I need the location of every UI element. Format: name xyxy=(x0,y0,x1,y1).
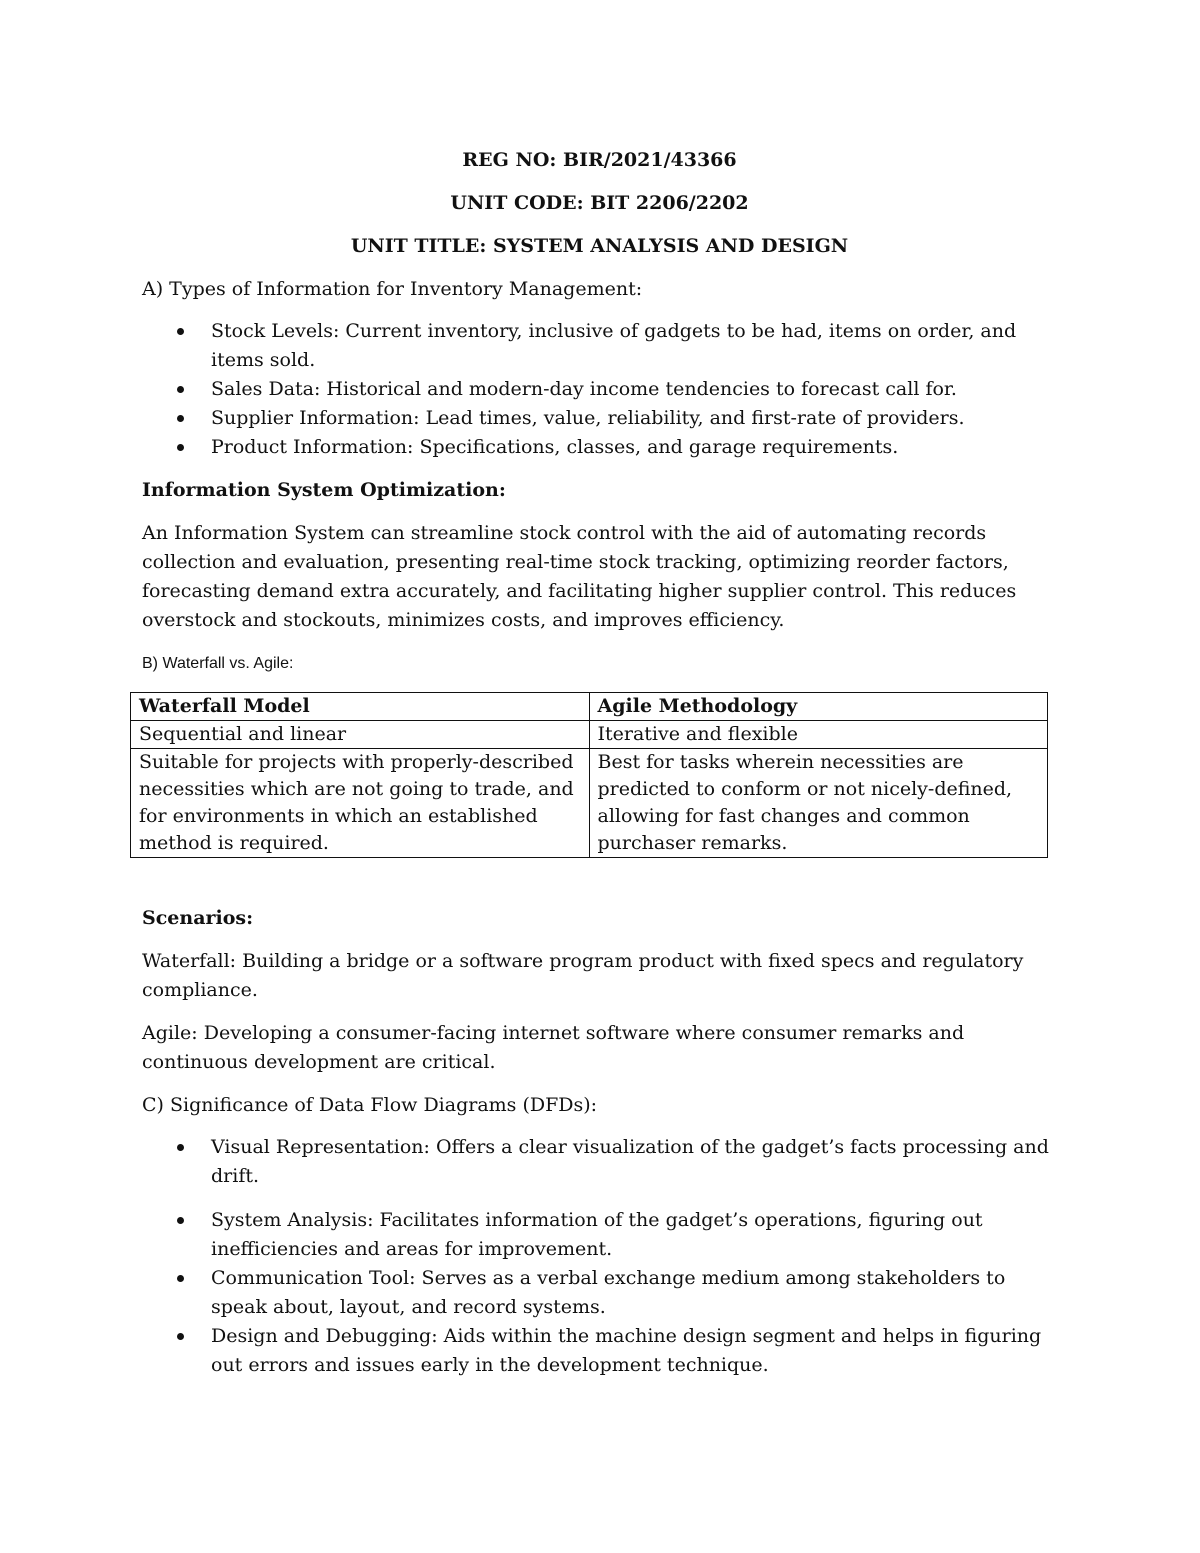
list-item: System Analysis: Facilitates information of the gadget’s operations, figuring out inefficiencies and areas for improvement. xyxy=(142,1206,1057,1264)
table-cell: Suitable for projects with properly-described necessities which are not going to trade, and for environments in which an established method is required. xyxy=(131,749,590,858)
unit-code: UNIT CODE: BIT 2206/2202 xyxy=(450,192,749,214)
optimization-heading: Information System Optimization: xyxy=(142,479,506,501)
list-item: Stock Levels: Current inventory, inclusive of gadgets to be had, items on order, and items sold. xyxy=(142,317,1057,375)
table-cell: Sequential and linear xyxy=(131,721,590,749)
section-c-list xyxy=(142,1133,1057,1380)
section-a-list xyxy=(142,317,1057,462)
section-c-title: C) Significance of Data Flow Diagrams (DFDs): xyxy=(142,1094,598,1116)
comparison-table xyxy=(130,692,1048,858)
list-item: Communication Tool: Serves as a verbal exchange medium among stakeholders to speak about, layout, and record systems. xyxy=(142,1264,1057,1322)
document-page xyxy=(139,146,1057,1394)
agile-scenario: Agile: Developing a consumer-facing internet software where consumer remarks and continuous development are critical. xyxy=(142,1022,965,1073)
table-row xyxy=(131,749,1048,858)
table-cell: Best for tasks wherein necessities are predicted to conform or not nicely-defined, allowing for fast changes and common purchaser remarks. xyxy=(589,749,1048,858)
optimization-paragraph: An Information System can streamline stock control with the aid of automating records collection and evaluation, presenting real-time stock tracking, optimizing reorder factors, forecasting demand extra accurately, and facilitating higher supplier control. This reduces overstock and stockouts, minimizes costs, and improves efficiency. xyxy=(142,522,1017,631)
section-b-title: B) Waterfall vs. Agile: xyxy=(142,655,294,672)
table-header-cell: Agile Methodology xyxy=(589,693,1048,721)
list-item: Sales Data: Historical and modern-day income tendencies to forecast call for. xyxy=(142,375,1057,404)
reg-no: REG NO: BIR/2021/43366 xyxy=(462,149,737,171)
table-cell: Iterative and flexible xyxy=(589,721,1048,749)
section-a-title: A) Types of Information for Inventory Management: xyxy=(142,278,643,300)
waterfall-scenario: Waterfall: Building a bridge or a software program product with fixed specs and regulatory compliance. xyxy=(142,950,1024,1001)
list-item: Visual Representation: Offers a clear visualization of the gadget’s facts processing and drift. xyxy=(142,1133,1057,1191)
scenarios-heading: Scenarios: xyxy=(142,907,254,929)
unit-title: UNIT TITLE: SYSTEM ANALYSIS AND DESIGN xyxy=(350,235,849,257)
table-row xyxy=(131,721,1048,749)
list-item: Product Information: Specifications, classes, and garage requirements. xyxy=(142,433,1057,462)
list-item: Supplier Information: Lead times, value, reliability, and first-rate of providers. xyxy=(142,404,1057,433)
table-header-row xyxy=(131,693,1048,721)
list-item: Design and Debugging: Aids within the machine design segment and helps in figuring out errors and issues early in the development technique. xyxy=(142,1322,1057,1380)
table-header-cell: Waterfall Model xyxy=(131,693,590,721)
